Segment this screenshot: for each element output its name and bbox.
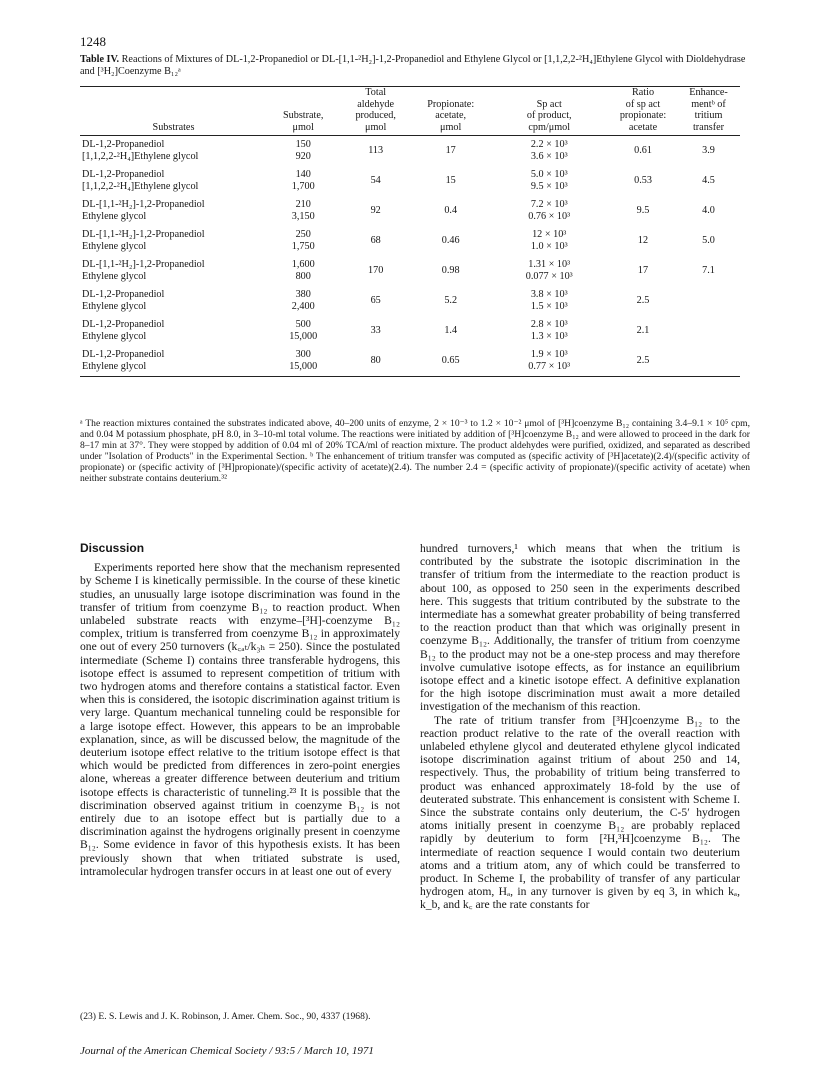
table-caption-text: Reactions of Mixtures of DL-1,2-Propanediol or DL-[1,1-²H₂]-1,2-Propanediol and Ethylene Glycol or [1,1,2,2-²H₄]Ethylene Glycol with Dioldehydrase and [³H₂]Coenzyme B₁₂ᵃ [80, 54, 746, 77]
table-row: DL-[1,1-²H₂]-1,2-Propanediol Ethylene glycol 210 3,150 92 0.4 7.2 × 10³ 0.76 × 10³ 9.5 4.0 [82, 199, 715, 222]
discussion-left-column [80, 542, 400, 878]
page-number: 1248 [80, 34, 106, 49]
table-label: Table IV. [80, 54, 120, 65]
discussion-paragraph: Experiments reported here show that the mechanism represented by Scheme I is kinetically permissible. In the course of these kinetic studies, an unusually large isotope discrimination was found in the transfer of tritium from coenzyme B₁₂ to reaction product. When unlabeled substrate reacts with enzyme–[³H]-coenzyme B₁₂ complex, tritium is transferred from coenzyme B₁₂ in approximately one out of every 250 turnovers (k꜀ₐₜ/k₃ₕ = 250). Since the postulated intermediate (Scheme I) contains three transferable hydrogens, this isotope effect is assumed to represent competition of tritium with two hydrogen atoms and therefore contains a statistical factor. Even when this is considered, the isotopic discrimination against tritium is very large. Quantum mechanical tunneling could be responsible for a large isotope effect. However, this appears to be an improbable explanation, since, as will be discussed below, the magnitude of the deuterium isotope effect relative to the tritium isotope effect is that which would be predicted from differences in zero-point energies alone, whereas a greater difference between deuterium and tritium isotope effects is characteristic of tunneling.²³ It is possible that the discrimination observed against tritium in coenzyme B₁₂ is not entirely due to an isotope effect but is partially due to a discrimination against the hydrogens originally present in coenzyme B₁₂. Some evidence in favor of this hypothesis exists. It has been previously shown that when tritiated substrate is used, intramolecular hydrogen transfer occurs in at least one out of every [80, 561, 400, 878]
header-sp-act: Sp act of product, cpm/μmol [489, 87, 609, 136]
header-ratio: Ratio of sp act propionate: acetate [609, 87, 677, 136]
reference-footnote: (23) E. S. Lewis and J. K. Robinson, J. Amer. Chem. Soc., 90, 4337 (1968). [80, 1011, 371, 1022]
table-row: DL-[1,1-²H₂]-1,2-Propanediol Ethylene glycol 1,600 800 170 0.98 1.31 × 10³ 0.077 × 10³ 17 7.1 [82, 259, 715, 282]
running-footer: Journal of the American Chemical Society / 93:5 / March 10, 1971 [80, 1045, 374, 1057]
table-row: DL-1,2-Propanediol [1,1,2,2-²H₄]Ethylene glycol 140 1,700 54 15 5.0 × 10³ 9.5 × 10³ 0.53 4.5 [82, 169, 715, 192]
discussion-paragraph: The rate of tritium transfer from [³H]coenzyme B₁₂ to the reaction product relative to the rate of the overall reaction with unlabeled ethylene glycol and deuterated ethylene glycol indicated isotope discrimination against tritium of about 250 and 14, respectively. Thus, the probability of tritium being transferred to product was enhanced approximately 18-fold by the use of deuterated substrate. This enhancement is consistent with Scheme I. Since the substrate contains only deuterium, the C-5′ hydrogen atoms initially present in coenzyme B₁₂ are probably replaced rapidly by deuterium to form [²H,³H]coenzyme B₁₂. The intermediate of reaction sequence I would contain two deuterium atoms and a tritium atom, any of which could be transferred to product. In Scheme I, the probability of transfer of any particular hydrogen atom, Hₐ, in any turnover is given by eq 3, in which kₐ, k_b, and k꜀ are the rate constants for [420, 713, 740, 912]
table-row: DL-1,2-Propanediol Ethylene glycol 380 2,400 65 5.2 3.8 × 10³ 1.5 × 10³ 2.5 [82, 289, 650, 312]
header-aldehyde: Total aldehyde produced, μmol [339, 87, 411, 136]
header-substrate-umol: Substrate, μmol [267, 87, 339, 136]
table-row: DL-1,2-Propanediol Ethylene glycol 500 15,000 33 1.4 2.8 × 10³ 1.3 × 10³ 2.1 [82, 319, 650, 342]
data-table [80, 86, 740, 377]
header-substrates: Substrates [80, 87, 267, 136]
table-row: DL-1,2-Propanediol [1,1,2,2-²H₄]Ethylene glycol 150 920 113 17 2.2 × 10³ 3.6 × 10³ 0.61 3.9 [82, 139, 715, 162]
table-caption [80, 54, 750, 78]
discussion-right-column [420, 542, 740, 912]
header-propionate-acetate: Propionate: acetate, μmol [412, 87, 490, 136]
table-row: DL-[1,1-²H₂]-1,2-Propanediol Ethylene glycol 250 1,750 68 0.46 12 × 10³ 1.0 × 10³ 12 5.0 [82, 229, 715, 252]
table-footnote: ᵃ The reaction mixtures contained the substrates indicated above, 40–200 units of enzyme, 2 × 10⁻³ to 1.2 × 10⁻² μmol of [³H]coenzyme B₁₂ containing 3.4–9.1 × 10⁵ cpm, and 0.04 M potassium phosphate, pH 8.0, in 3–10-ml total volume. The reactions were initiated by addition of [³H]coenzyme B₁₂ and were allowed to proceed in the dark for 8–17 min at 37°. They were stopped by addition of 0.04 ml of 20% TCA/ml of reaction mixture. The product aldehydes were purified, oxidized, and separated as described under "Isolation of Products" in the Experimental Section. ᵇ The enhancement of tritium transfer was computed as (specific activity of [³H]acetate)(2.4)/(specific activity of propionate) or (specific activity of [³H]propionate)/(specific activity of acetate)(2.4). The number 2.4 = (specific activity of propionate)/(specific activity of acetate) when neither substrate contains deuterium.³² [80, 418, 750, 484]
table-row: DL-1,2-Propanediol Ethylene glycol 300 15,000 80 0.65 1.9 × 10³ 0.77 × 10³ 2.5 [80, 346, 740, 377]
header-enhancement: Enhance- mentᵇ of tritium transfer [677, 87, 740, 136]
discussion-paragraph: hundred turnovers,¹ which means that when the tritium is contributed by the substrate the isotopic discrimination in the transfer of tritium from the intermediate to the reaction product is about 100, as opposed to 250 seen in the experiments described here. This suggests that tritium contributed by the substrate to the intermediate has a somewhat greater probability of being transferred to the reaction product than that which was originally present in coenzyme B₁₂. Additionally, the transfer of tritium from coenzyme B₁₂ to the product may not be a one-step process and may therefore involve cumulative isotope effects, as for instance an equilibrium isotope effect and a kinetic isotope effect. A definitive explanation for the high isotope discrimination must await a more detailed investigation of the mechanism of this reaction. [420, 542, 740, 714]
section-heading: Discussion [80, 541, 145, 555]
